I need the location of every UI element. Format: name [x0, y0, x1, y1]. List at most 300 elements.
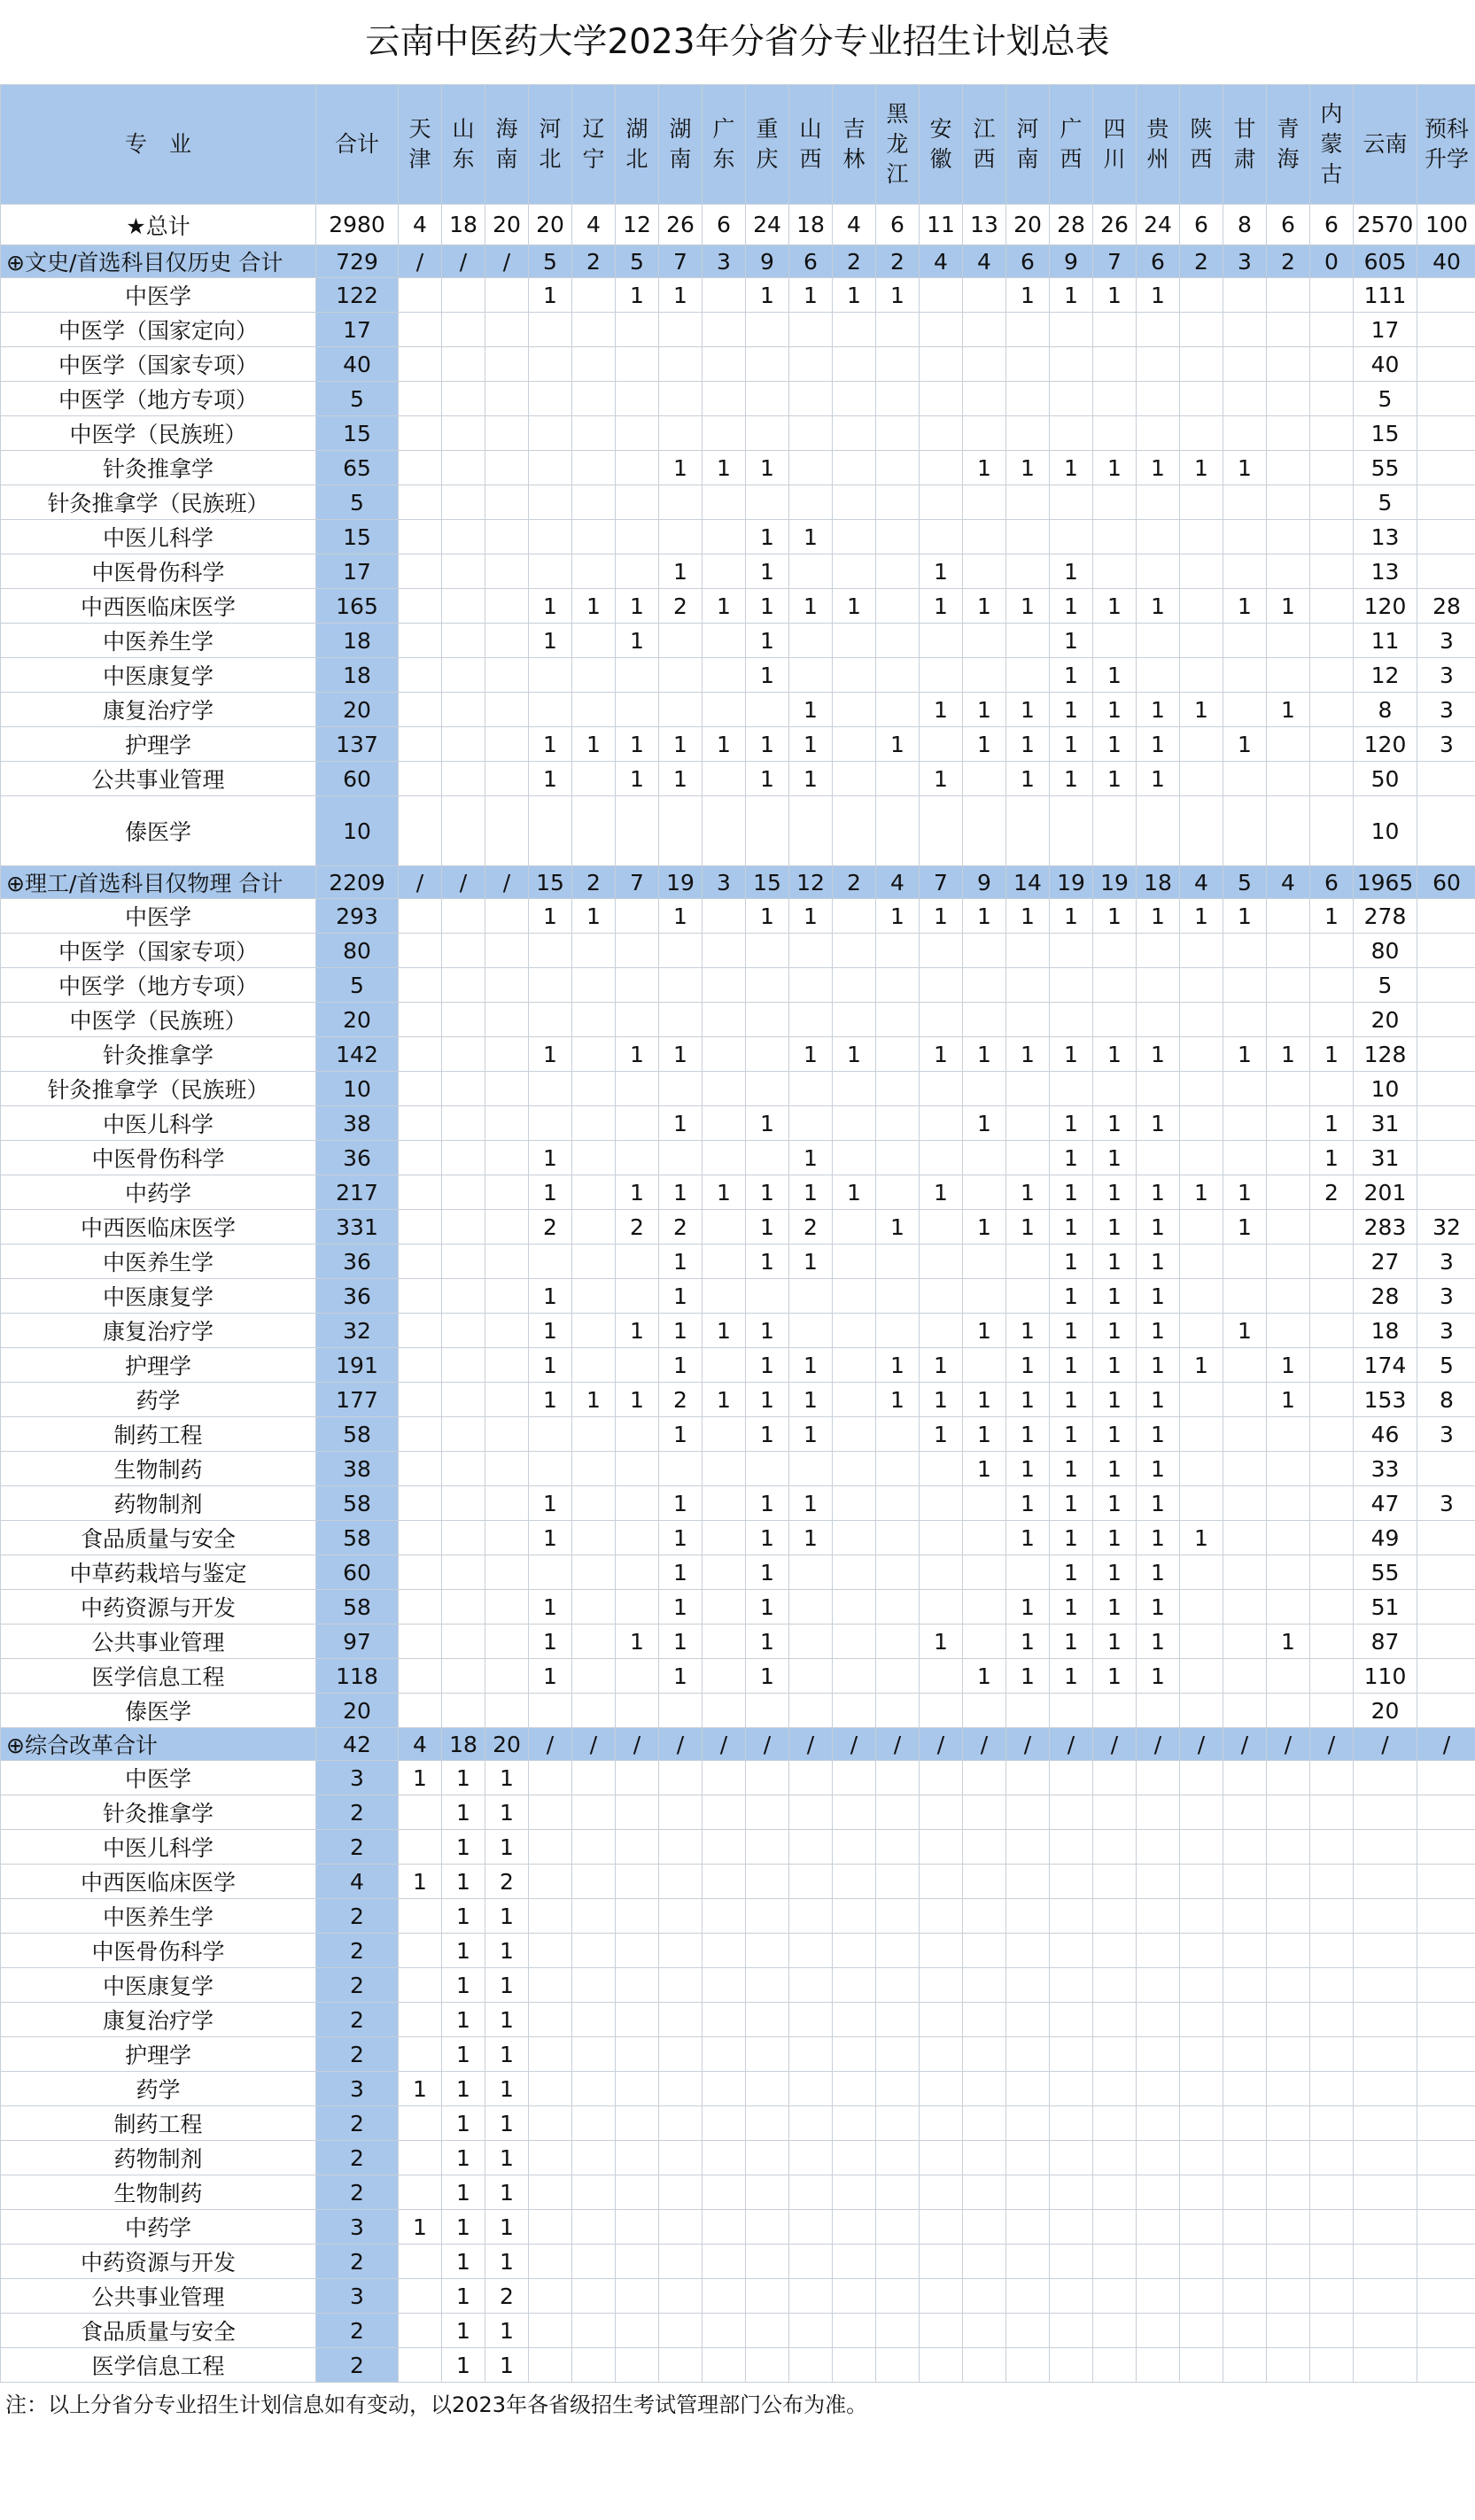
province-cell [920, 451, 963, 485]
province-cell [963, 2245, 1006, 2279]
province-cell [920, 2141, 963, 2175]
province-cell [876, 347, 920, 382]
province-cell [833, 1314, 876, 1348]
province-cell: 1 [1006, 1624, 1050, 1659]
province-cell [1137, 624, 1180, 658]
major-name: 公共事业管理 [1, 762, 316, 796]
province-cell [703, 1934, 746, 1968]
province-cell: 1 [1050, 658, 1093, 693]
province-cell [529, 1830, 572, 1865]
province-cell [876, 520, 920, 554]
province-cell [616, 1244, 659, 1279]
province-cell [1354, 2106, 1417, 2141]
province-cell [1180, 1968, 1223, 2003]
province-cell [1050, 934, 1093, 968]
province-cell [1267, 2348, 1310, 2383]
province-cell [876, 1486, 920, 1521]
table-row [1, 1694, 1475, 1728]
province-cell [963, 2072, 1006, 2106]
province-cell [485, 278, 529, 313]
table-row [1, 2348, 1475, 2383]
province-cell [572, 1417, 616, 1452]
province-cell [1267, 624, 1310, 658]
section-cell: 1965 [1354, 866, 1417, 899]
province-cell [1310, 1072, 1354, 1106]
province-cell [1310, 968, 1354, 1003]
province-cell [1417, 1175, 1475, 1210]
province-cell [1310, 1417, 1354, 1452]
province-cell: 1 [746, 1624, 789, 1659]
province-cell: 1 [485, 2037, 529, 2072]
major-name: 中医骨伤科学 [1, 1934, 316, 1968]
section-header-row[interactable] [1, 1728, 1475, 1761]
province-cell [1180, 278, 1223, 313]
province-cell: 1 [703, 1175, 746, 1210]
province-cell [1093, 2210, 1137, 2245]
province-cell: 1 [529, 1175, 572, 1210]
province-cell [876, 1590, 920, 1624]
section-cell: 3 [703, 866, 746, 899]
province-cell [789, 451, 833, 485]
province-cell: 3 [1417, 624, 1475, 658]
major-name: 针灸推拿学（民族班） [1, 1072, 316, 1106]
major-total: 36 [316, 1244, 399, 1279]
province-cell [1006, 2072, 1050, 2106]
province-cell: 1 [529, 1486, 572, 1521]
table-row [1, 1659, 1475, 1694]
province-cell: 1 [529, 1624, 572, 1659]
section-cell: 605 [1354, 245, 1417, 278]
province-cell [1354, 2072, 1417, 2106]
province-cell [963, 554, 1006, 589]
province-cell [572, 278, 616, 313]
major-total: 2 [316, 1830, 399, 1865]
province-cell: 1 [963, 1314, 1006, 1348]
province-cell [1417, 416, 1475, 451]
province-cell [703, 485, 746, 520]
province-cell [1093, 1865, 1137, 1899]
province-cell [1093, 934, 1137, 968]
province-cell: 1 [1093, 1521, 1137, 1555]
province-cell: 1 [1006, 1590, 1050, 1624]
section-header-row[interactable] [1, 866, 1475, 899]
province-cell: 1 [1093, 1486, 1137, 1521]
province-cell [1223, 1968, 1267, 2003]
province-cell [746, 382, 789, 416]
province-cell [572, 1244, 616, 1279]
province-cell [876, 1830, 920, 1865]
province-cell [1223, 1761, 1267, 1795]
major-name: 护理学 [1, 1348, 316, 1383]
province-cell [1223, 2106, 1267, 2141]
province-cell [703, 2245, 746, 2279]
province-cell [399, 1968, 442, 2003]
province-cell: 1 [963, 1106, 1006, 1141]
province-cell [529, 2175, 572, 2210]
province-cell [963, 1934, 1006, 1968]
grand-total-cell: 2570 [1354, 205, 1417, 245]
province-cell [616, 1555, 659, 1590]
province-cell: 1 [442, 1761, 485, 1795]
province-cell: 1 [442, 2141, 485, 2175]
province-cell [1354, 2037, 1417, 2072]
section-cell: 4 [399, 1728, 442, 1761]
province-cell [1137, 796, 1180, 866]
province-cell [1417, 1072, 1475, 1106]
province-cell [746, 2106, 789, 2141]
major-total: 2 [316, 2175, 399, 2210]
province-cell: 1 [1310, 1037, 1354, 1072]
header-province: 贵州 [1137, 85, 1180, 205]
province-cell [1417, 899, 1475, 934]
province-cell [1006, 1072, 1050, 1106]
province-cell [399, 1486, 442, 1521]
province-cell [572, 2314, 616, 2348]
province-cell [529, 2003, 572, 2037]
province-cell [399, 2348, 442, 2383]
province-cell [789, 2003, 833, 2037]
header-province: 吉林 [833, 85, 876, 205]
section-cell: / [920, 1728, 963, 1761]
province-cell [1310, 624, 1354, 658]
province-cell [1180, 2141, 1223, 2175]
province-cell [746, 968, 789, 1003]
province-cell [572, 1348, 616, 1383]
province-cell [789, 554, 833, 589]
province-cell [876, 762, 920, 796]
province-cell [1180, 1590, 1223, 1624]
province-cell [703, 624, 746, 658]
province-cell [876, 485, 920, 520]
province-cell [442, 347, 485, 382]
province-cell [1093, 416, 1137, 451]
grand-total-cell: 20 [485, 205, 529, 245]
province-cell [1223, 658, 1267, 693]
province-cell: 1 [616, 1175, 659, 1210]
table-row [1, 1624, 1475, 1659]
major-total: 165 [316, 589, 399, 624]
province-cell [1354, 2175, 1417, 2210]
province-cell: 1 [442, 2003, 485, 2037]
header-province: 河南 [1006, 85, 1050, 205]
province-cell [920, 1003, 963, 1037]
province-cell: 46 [1354, 1417, 1417, 1452]
grand-total-cell: 4 [572, 205, 616, 245]
province-cell [442, 934, 485, 968]
province-cell [876, 2175, 920, 2210]
province-cell: 1 [1223, 589, 1267, 624]
province-cell [1180, 2072, 1223, 2106]
province-cell [572, 520, 616, 554]
major-name: 中医学 [1, 1761, 316, 1795]
province-cell [1050, 313, 1093, 347]
province-cell [1267, 934, 1310, 968]
province-cell: 5 [1354, 968, 1417, 1003]
table-row [1, 1452, 1475, 1486]
province-cell [789, 1968, 833, 2003]
province-cell [1267, 451, 1310, 485]
province-cell [876, 796, 920, 866]
province-cell [1180, 382, 1223, 416]
province-cell [529, 2279, 572, 2314]
province-cell [529, 968, 572, 1003]
section-cell: 2 [1180, 245, 1223, 278]
section-cell: 2 [572, 245, 616, 278]
province-cell [399, 1244, 442, 1279]
section-header-row[interactable] [1, 245, 1475, 278]
province-cell [485, 520, 529, 554]
province-cell: 1 [616, 589, 659, 624]
section-cell: 2 [876, 245, 920, 278]
province-cell [1006, 1934, 1050, 1968]
province-cell [1137, 2072, 1180, 2106]
province-cell [572, 1037, 616, 1072]
province-cell [616, 1830, 659, 1865]
section-label: ⊕理工/首选科目仅物理 合计 [1, 866, 316, 899]
province-cell [746, 1934, 789, 1968]
grand-total-cell: 6 [876, 205, 920, 245]
province-cell [1006, 347, 1050, 382]
province-cell [399, 1521, 442, 1555]
province-cell [399, 762, 442, 796]
province-cell [876, 1244, 920, 1279]
province-cell [572, 2141, 616, 2175]
province-cell [399, 1141, 442, 1175]
province-cell: 1 [876, 727, 920, 762]
province-cell [399, 1314, 442, 1348]
province-cell [876, 1072, 920, 1106]
province-cell: 1 [1006, 727, 1050, 762]
province-cell [703, 1899, 746, 1934]
province-cell: 1 [1180, 1521, 1223, 1555]
province-cell [963, 485, 1006, 520]
major-name: 食品质量与安全 [1, 2314, 316, 2348]
header-province: 山东 [442, 85, 485, 205]
province-cell: 1 [789, 727, 833, 762]
province-cell [485, 1314, 529, 1348]
grand-total-cell: 100 [1417, 205, 1475, 245]
province-cell: 1 [1093, 1175, 1137, 1210]
table-row [1, 1383, 1475, 1417]
province-cell [399, 1417, 442, 1452]
province-cell [659, 1899, 703, 1934]
province-cell [703, 1624, 746, 1659]
province-cell: 1 [920, 1624, 963, 1659]
province-cell [485, 899, 529, 934]
province-cell [485, 485, 529, 520]
province-cell [616, 968, 659, 1003]
province-cell [920, 968, 963, 1003]
province-cell [1050, 2037, 1093, 2072]
province-cell [1006, 968, 1050, 1003]
province-cell [616, 2037, 659, 2072]
province-cell [703, 2348, 746, 2383]
province-cell [746, 934, 789, 968]
section-cell: / [1417, 1728, 1475, 1761]
major-name: 中西医临床医学 [1, 1210, 316, 1244]
province-cell [1354, 1761, 1417, 1795]
province-cell [1354, 2003, 1417, 2037]
province-cell: 3 [1417, 1417, 1475, 1452]
province-cell [572, 762, 616, 796]
province-cell [1137, 658, 1180, 693]
province-cell [572, 1624, 616, 1659]
province-cell [703, 1244, 746, 1279]
table-row [1, 2072, 1475, 2106]
major-name: 中医养生学 [1, 1899, 316, 1934]
province-cell [1006, 554, 1050, 589]
province-cell [833, 2210, 876, 2245]
province-cell [1354, 2210, 1417, 2245]
province-cell [703, 416, 746, 451]
province-cell [789, 1452, 833, 1486]
province-cell [963, 1141, 1006, 1175]
province-cell: 1 [746, 1314, 789, 1348]
province-cell [1180, 1795, 1223, 1830]
province-cell: 1 [1180, 693, 1223, 727]
province-cell: 1 [746, 658, 789, 693]
province-cell: 10 [1354, 796, 1417, 866]
province-cell [1310, 658, 1354, 693]
section-cell: 40 [1417, 245, 1475, 278]
province-cell [572, 1175, 616, 1210]
province-cell [442, 278, 485, 313]
province-cell [703, 1417, 746, 1452]
major-name: 中医康复学 [1, 1279, 316, 1314]
province-cell [920, 2106, 963, 2141]
province-cell [1137, 1865, 1180, 1899]
section-total: 2209 [316, 866, 399, 899]
major-total: 5 [316, 382, 399, 416]
province-cell [616, 1348, 659, 1383]
province-cell [876, 1761, 920, 1795]
province-cell [746, 1761, 789, 1795]
province-cell [963, 1555, 1006, 1590]
province-cell: 1 [659, 1555, 703, 1590]
major-total: 18 [316, 624, 399, 658]
province-cell [1267, 1795, 1310, 1830]
province-cell [529, 1934, 572, 1968]
province-cell [485, 624, 529, 658]
province-cell [1310, 934, 1354, 968]
province-cell [1267, 382, 1310, 416]
province-cell [616, 1452, 659, 1486]
province-cell [833, 1486, 876, 1521]
province-cell [399, 2003, 442, 2037]
province-cell [1180, 1830, 1223, 1865]
province-cell [1267, 2141, 1310, 2175]
province-cell: 1 [529, 1383, 572, 1417]
province-cell [1180, 796, 1223, 866]
province-cell [963, 1175, 1006, 1210]
province-cell [876, 416, 920, 451]
province-cell [572, 1486, 616, 1521]
province-cell [485, 1694, 529, 1728]
province-cell [616, 2106, 659, 2141]
province-cell [616, 313, 659, 347]
province-cell: 1 [1137, 1383, 1180, 1417]
province-cell [529, 1244, 572, 1279]
province-cell [399, 2314, 442, 2348]
province-cell [1417, 1106, 1475, 1141]
province-cell [1223, 1865, 1267, 1899]
province-cell [876, 1865, 920, 1899]
province-cell [1223, 1590, 1267, 1624]
province-cell: 1 [1223, 727, 1267, 762]
province-cell [1180, 1486, 1223, 1521]
province-cell [746, 1899, 789, 1934]
province-cell [833, 451, 876, 485]
major-name: 医学信息工程 [1, 1659, 316, 1694]
province-cell [1050, 1072, 1093, 1106]
province-cell [442, 968, 485, 1003]
province-cell [1050, 1865, 1093, 1899]
province-cell: 1 [529, 1279, 572, 1314]
province-cell [1180, 2348, 1223, 2383]
grand-total-cell: 20 [1006, 205, 1050, 245]
province-cell [399, 1590, 442, 1624]
province-cell: 1 [746, 727, 789, 762]
province-cell [789, 1899, 833, 1934]
header-province: 内蒙古 [1310, 85, 1354, 205]
province-cell: 1 [1310, 899, 1354, 934]
province-cell [1137, 2003, 1180, 2037]
major-total: 5 [316, 485, 399, 520]
province-cell [659, 2072, 703, 2106]
province-cell [1223, 313, 1267, 347]
province-cell [1180, 1452, 1223, 1486]
province-cell [1006, 2141, 1050, 2175]
province-cell [399, 520, 442, 554]
province-cell [876, 1314, 920, 1348]
province-cell: 1 [442, 1865, 485, 1899]
province-cell [920, 2348, 963, 2383]
province-cell [442, 899, 485, 934]
province-cell: 8 [1417, 1383, 1475, 1417]
province-cell [1310, 1830, 1354, 1865]
table-row [1, 899, 1475, 934]
province-cell [876, 2072, 920, 2106]
province-cell [442, 1521, 485, 1555]
province-cell [789, 416, 833, 451]
province-cell [572, 2210, 616, 2245]
section-cell: 2 [833, 245, 876, 278]
province-cell: 1 [442, 2314, 485, 2348]
province-cell [572, 2037, 616, 2072]
major-total: 3 [316, 2072, 399, 2106]
major-total: 2 [316, 1934, 399, 1968]
province-cell [963, 1865, 1006, 1899]
table-row [1, 762, 1475, 796]
province-cell [833, 899, 876, 934]
province-cell [746, 1279, 789, 1314]
grand-total-cell: 4 [833, 205, 876, 245]
province-cell [920, 2245, 963, 2279]
province-cell: 1 [920, 554, 963, 589]
province-cell [572, 1521, 616, 1555]
province-cell [1310, 1795, 1354, 1830]
province-cell [1137, 1968, 1180, 2003]
province-cell [1267, 1314, 1310, 1348]
table-row [1, 624, 1475, 658]
province-cell [833, 382, 876, 416]
province-cell [963, 2314, 1006, 2348]
section-cell: 4 [1180, 866, 1223, 899]
province-cell [703, 1486, 746, 1521]
province-cell [703, 1555, 746, 1590]
province-cell [1223, 1694, 1267, 1728]
province-cell: 1 [876, 1210, 920, 1244]
